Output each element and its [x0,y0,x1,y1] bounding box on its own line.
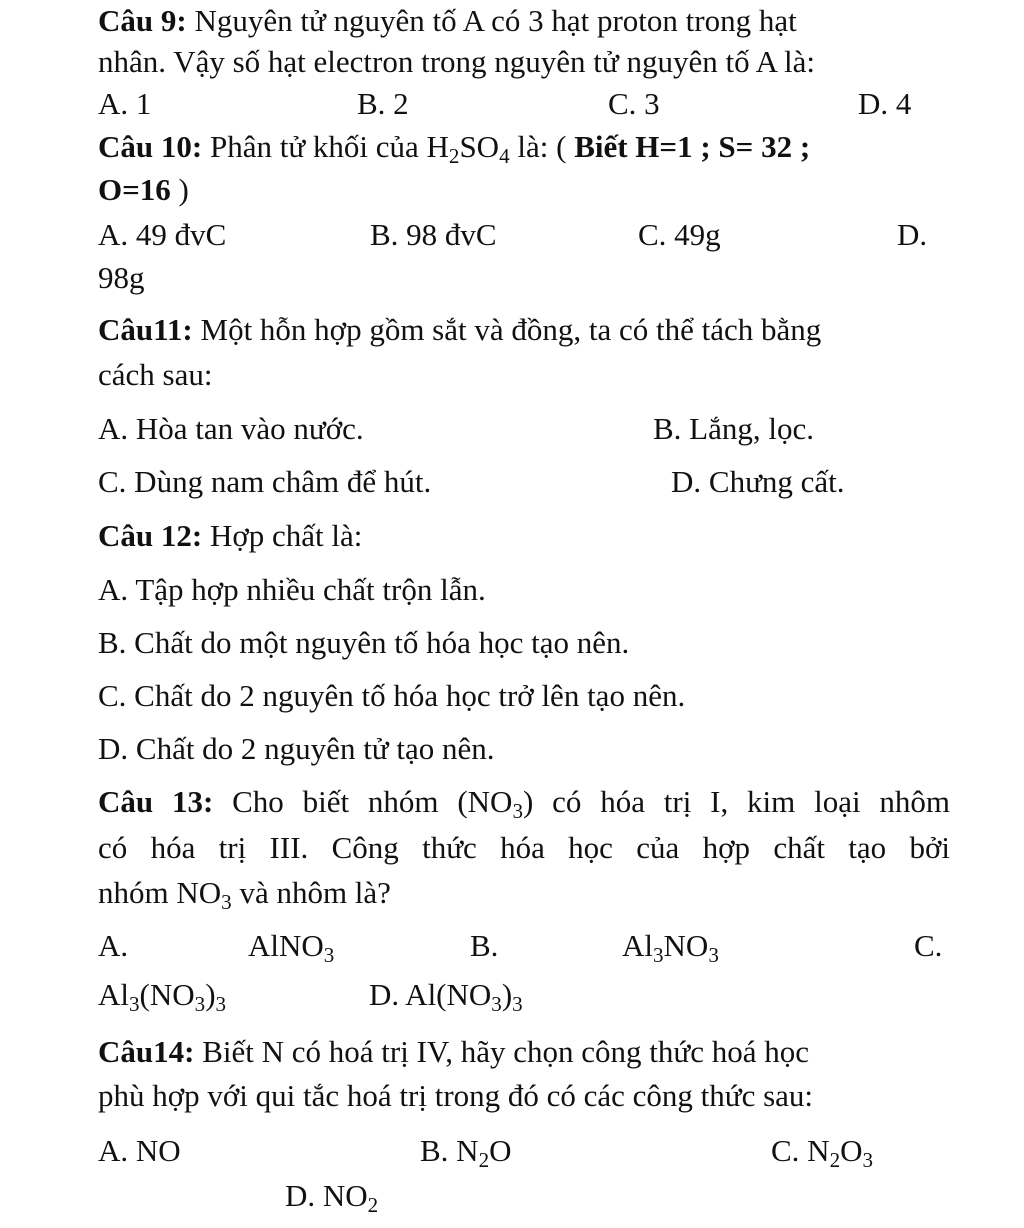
q10-option-d-value: 98g [98,260,145,295]
q9-label: Câu 9: [98,3,187,38]
q11-line2: cách sau: [98,357,213,392]
formula-al: Al [622,928,653,963]
q14-label: Câu14: [98,1034,195,1069]
q11-option-c: C. Dùng nam châm để hút. [98,464,432,499]
q14-text1: Biết N có hoá trị IV, hãy chọn công thức hoá học [194,1034,810,1069]
q10-oxygen-mass: O=16 [98,172,179,207]
q14-option-b [420,1133,512,1172]
q10-line2 [98,174,189,205]
formula-sub-3: 3 [215,991,227,1016]
formula-sub-2: 2 [448,143,460,168]
formula-d-no: D. NO [285,1178,368,1213]
formula-sub-2: 2 [367,1192,379,1217]
q11-option-a: A. Hòa tan vào nước. [98,411,364,446]
formula-sub-3: 3 [323,942,335,967]
q13-text1-pre: Cho biết nhóm (NO [213,784,513,819]
formula-o: O [489,1133,512,1168]
formula-sub-3: 3 [129,991,140,1016]
formula-sub-3: 3 [708,942,719,967]
q11-label: Câu11: [98,312,193,347]
q13-option-b-formula [622,928,719,967]
formula-paren: ) [205,977,216,1012]
q11-option-d: D. Chưng cất. [671,464,845,499]
q12-option-a: A. Tập hợp nhiều chất trộn lẫn. [98,572,486,607]
q13-option-d [369,977,523,1016]
q10-label: Câu 10: [98,129,203,164]
q14-option-d [285,1178,379,1217]
q10-text-post: là: ( [509,129,575,164]
formula-paren: ) [501,977,513,1012]
formula-sub-3: 3 [653,942,664,967]
formula-alno: AlNO [248,928,324,963]
formula-o: O [840,1133,863,1168]
q9-option-d: D. 4 [858,86,912,121]
q13-option-c-letter: C. [914,928,943,963]
q13-text3-post: và nhôm là? [231,875,391,910]
q10-line1 [98,129,811,168]
formula-sub-2: 2 [478,1147,490,1172]
q12-label: Câu 12: [98,518,203,553]
q9-option-c: C. 3 [608,86,660,121]
q9-option-a: A. 1 [98,86,152,121]
q13-option-c-formula [98,977,227,1016]
formula-c-n: C. N [771,1133,830,1168]
formula-al: Al [98,977,129,1012]
no3-sub-3: 3 [221,889,232,914]
formula-sub-3: 3 [512,991,523,1016]
q9-line2: nhân. Vậy số hạt electron trong nguyên tử nguyên tố A là: [98,44,816,79]
q11-line1 [98,314,821,345]
q12-option-c: C. Chất do 2 nguyên tố hóa học trở lên tạo nên. [98,678,686,713]
q13-label: Câu 13: [98,784,214,819]
q13-option-b-letter: B. [470,928,499,963]
q11-option-b: B. Lắng, lọc. [653,411,814,446]
q10-option-b: B. 98 đvC [370,217,497,252]
q9-option-b: B. 2 [357,86,409,121]
q10-option-a: A. 49 đvC [98,217,227,252]
q13-line1 [98,784,951,823]
q9-text1: Nguyên tử nguyên tố A có 3 hạt proton trong hạt [186,3,797,38]
formula-h: H [426,129,449,164]
q13-option-a-formula [248,928,335,967]
q13-line3 [98,875,391,914]
q14-line2: phù hợp với qui tắc hoá trị trong đó có các công thức sau: [98,1078,814,1113]
q10-option-d: D. [897,217,928,252]
q12-option-d: D. Chất do 2 nguyên tử tạo nên. [98,731,495,766]
formula-no: (NO [139,977,195,1012]
q14-option-c [771,1133,874,1172]
formula-sub-3: 3 [862,1147,874,1172]
q13-option-a-letter: A. [98,928,129,963]
formula-sub-3: 3 [491,991,502,1016]
formula-sub-4: 4 [499,143,510,168]
q13-line2: có hóa trị III. Công thức hóa học của hợp chất tạo bởi [98,830,950,865]
q10-option-c: C. 49g [638,217,721,252]
formula-no: NO [663,928,709,963]
q10-text-pre: Phân tử khối của [202,129,427,164]
formula-d-al-no: D. Al(NO [369,977,492,1012]
formula-sub-2: 2 [829,1147,841,1172]
q14-line1 [98,1036,809,1067]
q14-option-a: A. NO [98,1133,181,1168]
q11-text1: Một hỗn hợp gồm sắt và đồng, ta có thể tách bằng [192,312,822,347]
formula-b-n: B. N [420,1133,479,1168]
q12-option-b: B. Chất do một nguyên tố hóa học tạo nên. [98,625,630,660]
q10-given-masses: Biết H=1 ; S= 32 ; [574,129,811,164]
formula-so: SO [459,129,500,164]
q9-line1 [98,5,797,36]
q12-line1 [98,520,362,551]
formula-sub-3: 3 [194,991,206,1016]
q13-text1-post: ) có hóa trị I, kim loại nhôm [522,784,951,819]
q10-paren-close: ) [178,172,189,207]
q12-text: Hợp chất là: [202,518,363,553]
q13-text3-pre: nhóm NO [98,875,222,910]
h2so4-formula [426,129,510,168]
no3-sub-3: 3 [512,798,523,823]
